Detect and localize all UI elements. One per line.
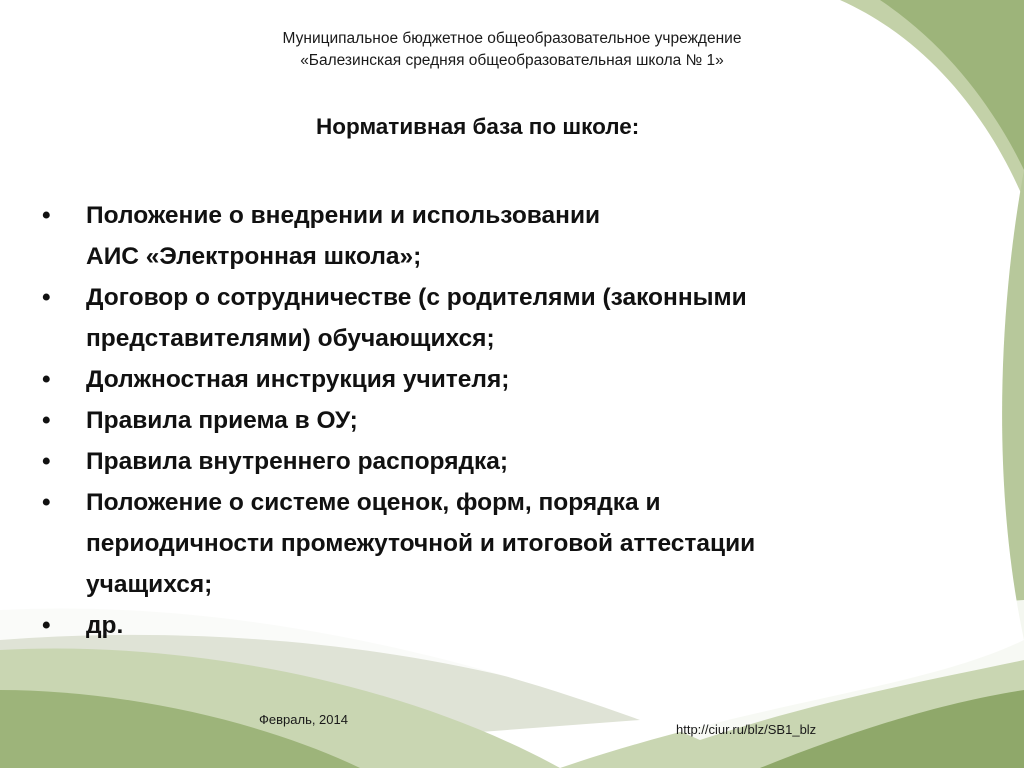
list-item-text: Должностная инструкция учителя;	[86, 366, 510, 393]
bullet: •	[42, 489, 51, 516]
bullet: •	[42, 284, 51, 311]
list-item-text: Положение о внедрении и использовании АИС «Электронная школа»;	[86, 202, 601, 270]
bullet: •	[42, 366, 51, 393]
list-item-text: др.	[86, 612, 124, 639]
slide-title: Нормативная база по школе:	[316, 114, 640, 139]
list-item	[42, 195, 922, 277]
list-item	[42, 605, 922, 646]
regulations-list	[42, 195, 922, 646]
right-swoosh	[1002, 170, 1024, 640]
header-line-1: Муниципальное бюджетное общеобразовательное учреждение	[282, 30, 742, 47]
list-item	[42, 441, 922, 482]
list-item	[42, 359, 922, 400]
bullet: •	[42, 612, 51, 639]
list-item	[42, 482, 922, 605]
footer-url-link[interactable]: http://ciur.ru/blz/SB1_blz	[676, 722, 817, 737]
header-line-2: «Балезинская средняя общеобразовательная школа № 1»	[300, 52, 724, 69]
bullet: •	[42, 448, 51, 475]
school-header	[0, 28, 1024, 72]
list-item	[42, 400, 922, 441]
bullet: •	[42, 407, 51, 434]
footer-date: Февраль, 2014	[259, 712, 348, 727]
list-item-text: Правила приема в ОУ;	[86, 407, 358, 434]
bullet: •	[42, 202, 51, 229]
list-item-text: Положение о системе оценок, форм, порядка и периодичности промежуточной и итоговой аттестации учащихся;	[86, 489, 756, 598]
list-item-text: Договор о сотрудничестве (с родителями (законными представителями) обучающихся;	[86, 284, 747, 352]
list-item	[42, 277, 922, 359]
list-item-text: Правила внутреннего распорядка;	[86, 448, 509, 475]
